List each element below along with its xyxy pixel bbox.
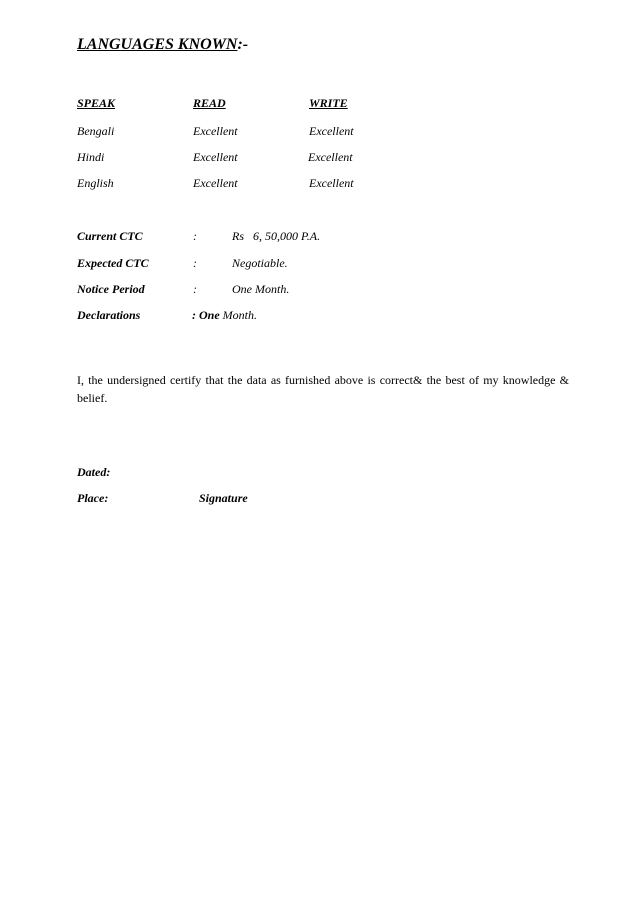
language-row-speak: Hindi [77,150,105,164]
current-ctc-label: Current CTC [77,229,143,243]
header-read: READ [193,96,226,110]
declarations-label: Declarations [77,308,141,322]
languages-heading-text: LANGUAGES KNOWN [77,36,238,53]
language-row-write: Excellent [308,150,353,164]
expected-ctc-value: Negotiable. [232,256,288,270]
declaration-paragraph: I, the undersigned certify that the data as furnished above is correct& the best of my knowledge & belief. [77,373,569,405]
language-row-write: Excellent [309,176,354,190]
current-ctc-separator: : [193,229,197,243]
place-label: Place: [77,491,109,505]
current-ctc-value: Rs 6, 50,000 P.A. [232,229,321,243]
notice-period-label: Notice Period [77,282,145,296]
language-row-read: Excellent [193,150,238,164]
header-write: WRITE [309,96,348,110]
languages-heading [77,36,248,54]
dated-label: Dated: [77,465,111,479]
declarations-value-rest: Month. [219,308,258,322]
language-row-read: Excellent [193,176,238,190]
languages-heading-suffix: :- [237,36,249,53]
language-row-read: Excellent [193,124,238,138]
notice-period-value: One Month. [232,282,290,296]
notice-period-separator: : [193,282,197,296]
language-row-speak: Bengali [77,124,115,138]
expected-ctc-label: Expected CTC [77,256,149,270]
expected-ctc-separator: : [193,256,197,270]
header-speak: SPEAK [77,96,116,110]
declarations-value-bold: : One [192,308,220,322]
language-row-write: Excellent [309,124,354,138]
language-row-speak: English [77,176,114,190]
signature-label: Signature [199,491,248,505]
declarations-value [192,308,257,323]
